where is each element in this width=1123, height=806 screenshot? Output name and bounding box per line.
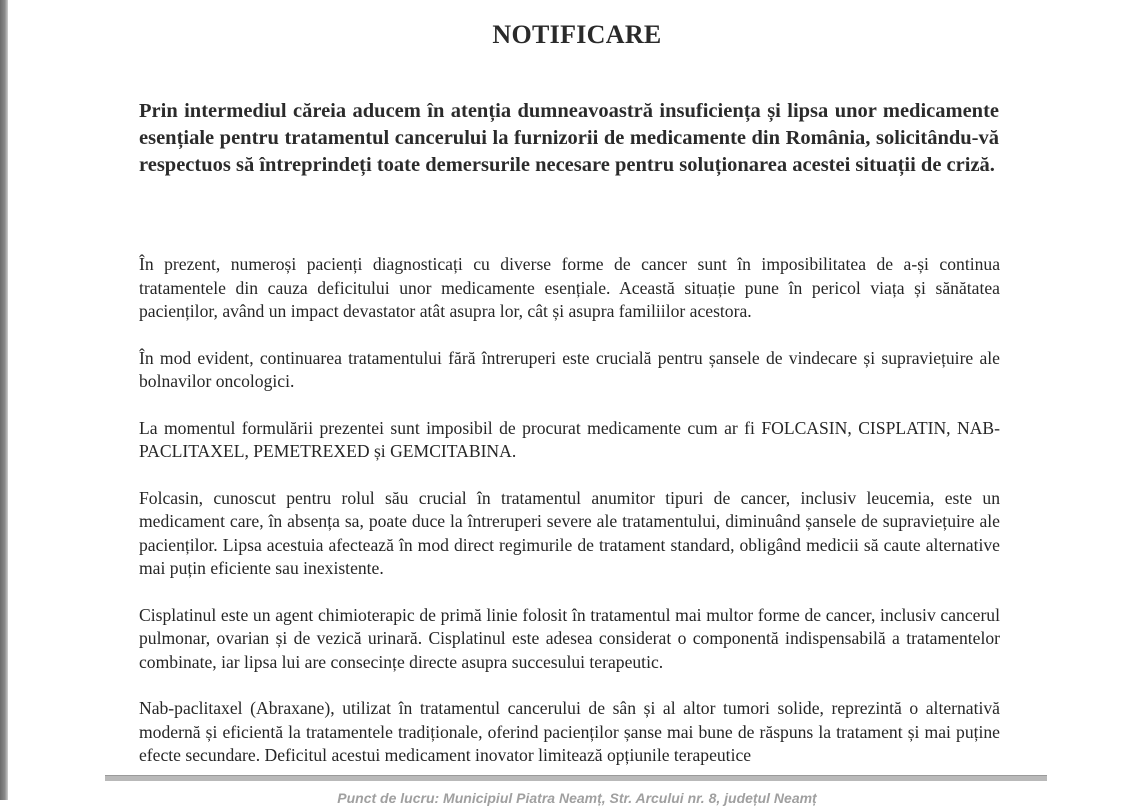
body-paragraph-4: Folcasin, cunoscut pentru rolul său crucial în tratamentul anumitor tipuri de cancer, inclusiv leucemia, este un medicament care, în absența sa, poate duce la întreruperi severe ale tratamentului, diminuând șansele de supraviețuire ale pacienților. Lipsa acestuia afectează în mod direct regimurile de tratament standard, obligând medicii să caute alternative mai puțin eficiente sau inexistente. [139, 487, 1000, 578]
intro-paragraph: Prin intermediul căreia aducem în atenția dumneavoastră insuficiența și lipsa unor medicamente esențiale pentru tratamentul cancerului la furnizorii de medicamente din România, solicitându-vă respectuos să întreprindeți toate demersurile necesare pentru soluționarea acestei situații de criză. [139, 100, 999, 176]
body-paragraph-5: Cisplatinul este un agent chimioterapic de primă linie folosit în tratamentul mai multor forme de cancer, inclusiv cancerul pulmonar, ovarian și de vezică urinară. Cisplatinul este adesea considerat o componentă indispensabilă a tratamentelor combinate, iar lipsa lui are consecințe directe asupra succesului terapeutic. [139, 604, 1000, 672]
body-paragraph-6: Nab-paclitaxel (Abraxane), utilizat în tratamentul cancerului de sân și al altor tumori solide, reprezintă o alternativă modernă și eficientă la tratamentele tradiționale, oferind pacienților șanse mai bune de răspuns la tratament și mai puține efecte secundare. Deficitul acestui medicament inovator limitează opțiunile terapeutice [139, 698, 1000, 765]
footer-divider [105, 775, 1047, 781]
footer-address: Punct de lucru: Municipiul Piatra Neamț, Str. Arcului nr. 8, județul Neamț [337, 790, 817, 806]
body-paragraph-3: La momentul formulării prezentei sunt imposibil de procurat medicamente cum ar fi FOLCASIN, CISPLATIN, NAB-PACLITAXEL, PEMETREXED și GEMCITABINA. [139, 417, 1000, 461]
body-paragraph-2: În mod evident, continuarea tratamentului fără întreruperi este crucială pentru șansele de vindecare și supraviețuire ale bolnavilor oncologici. [139, 347, 1000, 391]
document-page [8, 0, 1123, 806]
viewer-left-edge [0, 0, 8, 800]
document-title: NOTIFICARE [492, 20, 662, 49]
body-paragraph-1: În prezent, numeroși pacienți diagnosticați cu diverse forme de cancer sunt în imposibilitatea de a-și continua tratamentele din cauza deficitului unor medicamente esențiale. Această situație pune în pericol viața și sănătatea pacienților, având un impact devastator atât asupra lor, cât și asupra familiilor acestora. [139, 254, 1000, 321]
document-body [139, 253, 1000, 791]
